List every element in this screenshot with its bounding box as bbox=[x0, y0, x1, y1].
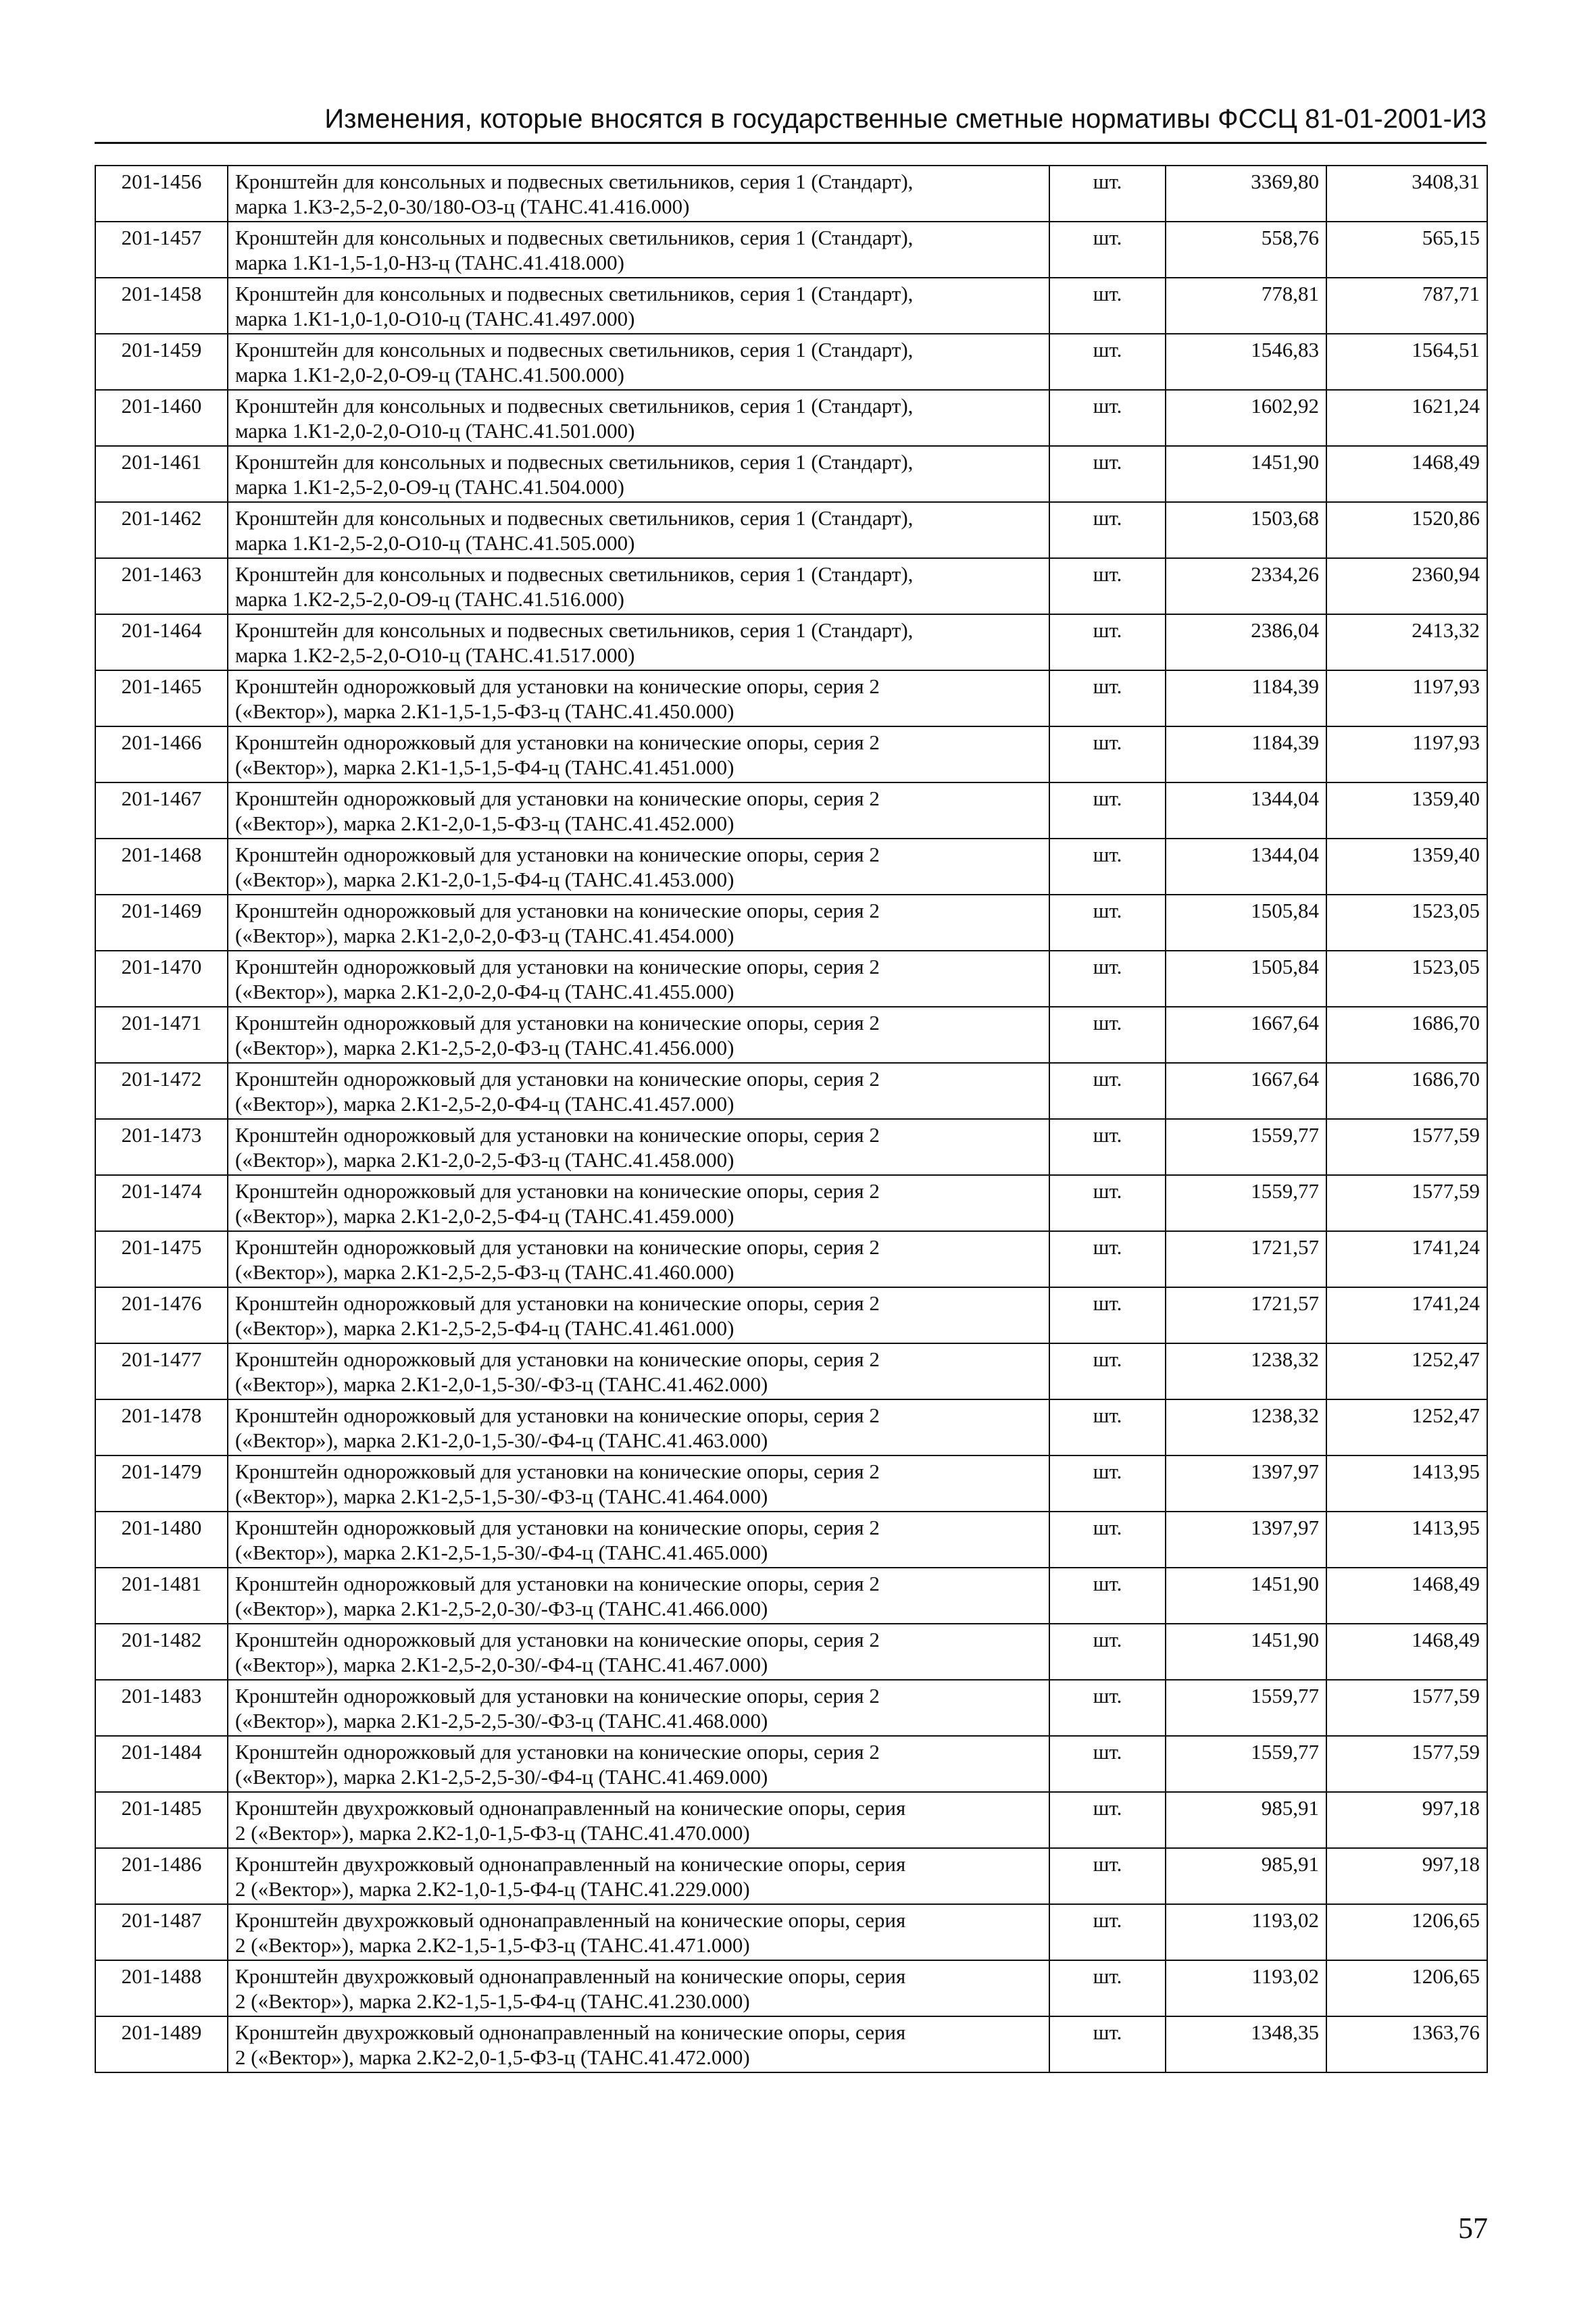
row-description bbox=[228, 1231, 1049, 1287]
row-price-2: 1206,65 bbox=[1326, 1960, 1487, 2016]
table-row bbox=[95, 1512, 1487, 1568]
row-description bbox=[228, 1736, 1049, 1792]
row-unit: шт. bbox=[1049, 1848, 1166, 1904]
row-unit: шт. bbox=[1049, 839, 1166, 895]
table-row bbox=[95, 895, 1487, 951]
table-row bbox=[95, 1568, 1487, 1624]
row-price-1: 1505,84 bbox=[1166, 895, 1326, 951]
description-line-1: Кронштейн двухрожковый однонаправленный на конические опоры, серия bbox=[235, 1964, 906, 1988]
table-row bbox=[95, 222, 1487, 278]
table-row bbox=[95, 726, 1487, 782]
row-description bbox=[228, 951, 1049, 1007]
row-price-2: 1468,49 bbox=[1326, 1624, 1487, 1680]
row-unit: шт. bbox=[1049, 1568, 1166, 1624]
row-unit: шт. bbox=[1049, 222, 1166, 278]
description-line-2: марка 1.К1-1,0-1,0-О10-ц (ТАНС.41.497.000) bbox=[235, 307, 635, 330]
description-line-2: марка 1.К2-2,5-2,0-О9-ц (ТАНС.41.516.000) bbox=[235, 587, 624, 611]
description-line-1: Кронштейн двухрожковый однонаправленный на конические опоры, серия bbox=[235, 1852, 906, 1876]
row-description bbox=[228, 390, 1049, 446]
row-unit: шт. bbox=[1049, 1287, 1166, 1343]
row-description bbox=[228, 1455, 1049, 1512]
description-line-2: марка 1.К1-2,5-2,0-О10-ц (ТАНС.41.505.000) bbox=[235, 531, 635, 555]
table-row bbox=[95, 1399, 1487, 1455]
row-description bbox=[228, 1848, 1049, 1904]
row-price-1: 1397,97 bbox=[1166, 1512, 1326, 1568]
row-description bbox=[228, 614, 1049, 670]
row-price-1: 985,91 bbox=[1166, 1792, 1326, 1848]
row-description bbox=[228, 334, 1049, 390]
row-price-2: 1197,93 bbox=[1326, 670, 1487, 726]
row-price-1: 1559,77 bbox=[1166, 1175, 1326, 1231]
row-unit: шт. bbox=[1049, 558, 1166, 614]
row-price-1: 1546,83 bbox=[1166, 334, 1326, 390]
row-price-1: 1559,77 bbox=[1166, 1119, 1326, 1175]
row-code: 201-1484 bbox=[95, 1736, 228, 1792]
description-line-1: Кронштейн для консольных и подвесных светильников, серия 1 (Стандарт), bbox=[235, 450, 914, 474]
row-price-2: 1197,93 bbox=[1326, 726, 1487, 782]
row-price-1: 2386,04 bbox=[1166, 614, 1326, 670]
row-price-2: 2360,94 bbox=[1326, 558, 1487, 614]
row-code: 201-1460 bbox=[95, 390, 228, 446]
description-line-2: марка 1.К3-2,5-2,0-30/180-О3-ц (ТАНС.41.416.000) bbox=[235, 195, 690, 218]
row-price-1: 1721,57 bbox=[1166, 1287, 1326, 1343]
description-line-2: 2 («Вектор»), марка 2.К2-1,0-1,5-Ф4-ц (ТАНС.41.229.000) bbox=[235, 1877, 750, 1901]
description-line-1: Кронштейн однорожковый для установки на конические опоры, серия 2 bbox=[235, 1011, 880, 1035]
table-row bbox=[95, 278, 1487, 334]
row-description bbox=[228, 1568, 1049, 1624]
description-line-1: Кронштейн однорожковый для установки на конические опоры, серия 2 bbox=[235, 730, 880, 754]
row-price-1: 1238,32 bbox=[1166, 1343, 1326, 1399]
row-unit: шт. bbox=[1049, 502, 1166, 558]
description-line-2: («Вектор»), марка 2.К1-2,0-2,5-Ф3-ц (ТАНС.41.458.000) bbox=[235, 1148, 734, 1172]
description-line-2: («Вектор»), марка 2.К1-2,0-2,0-Ф4-ц (ТАНС.41.455.000) bbox=[235, 980, 734, 1003]
row-price-1: 1451,90 bbox=[1166, 1568, 1326, 1624]
row-unit: шт. bbox=[1049, 1680, 1166, 1736]
description-line-2: («Вектор»), марка 2.К1-2,0-1,5-30/-Ф3-ц (ТАНС.41.462.000) bbox=[235, 1372, 768, 1396]
price-table bbox=[95, 165, 1488, 2073]
row-unit: шт. bbox=[1049, 1904, 1166, 1960]
row-description bbox=[228, 782, 1049, 839]
row-unit: шт. bbox=[1049, 1736, 1166, 1792]
row-code: 201-1482 bbox=[95, 1624, 228, 1680]
row-description bbox=[228, 1512, 1049, 1568]
table-row bbox=[95, 1343, 1487, 1399]
row-code: 201-1470 bbox=[95, 951, 228, 1007]
row-description bbox=[228, 839, 1049, 895]
description-line-1: Кронштейн двухрожковый однонаправленный на конические опоры, серия bbox=[235, 1908, 906, 1932]
description-line-1: Кронштейн однорожковый для установки на конические опоры, серия 2 bbox=[235, 1740, 880, 1764]
description-line-1: Кронштейн однорожковый для установки на конические опоры, серия 2 bbox=[235, 1460, 880, 1483]
table-row bbox=[95, 839, 1487, 895]
row-price-2: 1686,70 bbox=[1326, 1007, 1487, 1063]
row-code: 201-1467 bbox=[95, 782, 228, 839]
row-price-1: 1667,64 bbox=[1166, 1063, 1326, 1119]
description-line-2: («Вектор»), марка 2.К1-2,5-2,0-30/-Ф4-ц (ТАНС.41.467.000) bbox=[235, 1653, 768, 1676]
description-line-2: («Вектор»), марка 2.К1-2,5-2,0-Ф3-ц (ТАНС.41.456.000) bbox=[235, 1036, 734, 1060]
row-unit: шт. bbox=[1049, 390, 1166, 446]
table-row bbox=[95, 1624, 1487, 1680]
description-line-1: Кронштейн для консольных и подвесных светильников, серия 1 (Стандарт), bbox=[235, 282, 914, 305]
description-line-1: Кронштейн однорожковый для установки на конические опоры, серия 2 bbox=[235, 787, 880, 810]
description-line-2: марка 1.К1-2,0-2,0-О10-ц (ТАНС.41.501.000) bbox=[235, 419, 635, 443]
description-line-2: («Вектор»), марка 2.К1-2,5-2,0-Ф4-ц (ТАНС.41.457.000) bbox=[235, 1092, 734, 1116]
description-line-1: Кронштейн для консольных и подвесных светильников, серия 1 (Стандарт), bbox=[235, 562, 914, 586]
row-price-2: 787,71 bbox=[1326, 278, 1487, 334]
row-price-1: 1344,04 bbox=[1166, 839, 1326, 895]
row-price-1: 3369,80 bbox=[1166, 166, 1326, 222]
row-price-1: 1193,02 bbox=[1166, 1904, 1326, 1960]
row-price-1: 1667,64 bbox=[1166, 1007, 1326, 1063]
row-code: 201-1465 bbox=[95, 670, 228, 726]
row-unit: шт. bbox=[1049, 1231, 1166, 1287]
row-price-1: 985,91 bbox=[1166, 1848, 1326, 1904]
row-description bbox=[228, 1624, 1049, 1680]
row-code: 201-1466 bbox=[95, 726, 228, 782]
table-row bbox=[95, 1231, 1487, 1287]
description-line-2: 2 («Вектор»), марка 2.К2-1,5-1,5-Ф3-ц (ТАНС.41.471.000) bbox=[235, 1933, 750, 1957]
description-line-2: 2 («Вектор»), марка 2.К2-2,0-1,5-Ф3-ц (ТАНС.41.472.000) bbox=[235, 2045, 750, 2069]
row-price-2: 2413,32 bbox=[1326, 614, 1487, 670]
row-description bbox=[228, 1007, 1049, 1063]
row-unit: шт. bbox=[1049, 895, 1166, 951]
row-code: 201-1476 bbox=[95, 1287, 228, 1343]
row-price-1: 1193,02 bbox=[1166, 1960, 1326, 2016]
description-line-1: Кронштейн для консольных и подвесных светильников, серия 1 (Стандарт), bbox=[235, 226, 914, 249]
row-description bbox=[228, 278, 1049, 334]
table-row bbox=[95, 1455, 1487, 1512]
table-row bbox=[95, 446, 1487, 502]
row-description bbox=[228, 2016, 1049, 2072]
row-description bbox=[228, 1960, 1049, 2016]
row-price-2: 1523,05 bbox=[1326, 895, 1487, 951]
row-unit: шт. bbox=[1049, 1343, 1166, 1399]
row-price-2: 1686,70 bbox=[1326, 1063, 1487, 1119]
row-code: 201-1459 bbox=[95, 334, 228, 390]
table-row bbox=[95, 502, 1487, 558]
description-line-1: Кронштейн однорожковый для установки на конические опоры, серия 2 bbox=[235, 1403, 880, 1427]
row-description bbox=[228, 1119, 1049, 1175]
table-row bbox=[95, 1175, 1487, 1231]
row-price-2: 3408,31 bbox=[1326, 166, 1487, 222]
table-row bbox=[95, 2016, 1487, 2072]
row-description bbox=[228, 1680, 1049, 1736]
row-unit: шт. bbox=[1049, 614, 1166, 670]
row-code: 201-1462 bbox=[95, 502, 228, 558]
description-line-2: («Вектор»), марка 2.К1-2,5-1,5-30/-Ф4-ц (ТАНС.41.465.000) bbox=[235, 1541, 768, 1564]
row-price-2: 1577,59 bbox=[1326, 1680, 1487, 1736]
description-line-1: Кронштейн однорожковый для установки на конические опоры, серия 2 bbox=[235, 843, 880, 866]
row-description bbox=[228, 726, 1049, 782]
description-line-1: Кронштейн однорожковый для установки на конические опоры, серия 2 bbox=[235, 674, 880, 698]
table-row bbox=[95, 1792, 1487, 1848]
description-line-2: («Вектор»), марка 2.К1-2,0-2,0-Ф3-ц (ТАНС.41.454.000) bbox=[235, 924, 734, 947]
row-price-2: 1413,95 bbox=[1326, 1455, 1487, 1512]
row-price-2: 1363,76 bbox=[1326, 2016, 1487, 2072]
description-line-1: Кронштейн для консольных и подвесных светильников, серия 1 (Стандарт), bbox=[235, 394, 914, 418]
row-price-2: 1252,47 bbox=[1326, 1343, 1487, 1399]
row-code: 201-1485 bbox=[95, 1792, 228, 1848]
description-line-1: Кронштейн однорожковый для установки на конические опоры, серия 2 bbox=[235, 1516, 880, 1539]
table-row bbox=[95, 1287, 1487, 1343]
description-line-2: («Вектор»), марка 2.К1-2,0-2,5-Ф4-ц (ТАНС.41.459.000) bbox=[235, 1204, 734, 1228]
row-price-2: 1468,49 bbox=[1326, 1568, 1487, 1624]
description-line-2: марка 1.К1-2,0-2,0-О9-ц (ТАНС.41.500.000) bbox=[235, 363, 624, 387]
row-price-2: 565,15 bbox=[1326, 222, 1487, 278]
description-line-2: марка 1.К1-1,5-1,0-Н3-ц (ТАНС.41.418.000) bbox=[235, 251, 624, 274]
row-code: 201-1464 bbox=[95, 614, 228, 670]
row-price-1: 1451,90 bbox=[1166, 446, 1326, 502]
table-row bbox=[95, 166, 1487, 222]
row-price-2: 1468,49 bbox=[1326, 446, 1487, 502]
row-code: 201-1474 bbox=[95, 1175, 228, 1231]
description-line-2: («Вектор»), марка 2.К1-2,5-2,5-30/-Ф4-ц (ТАНС.41.469.000) bbox=[235, 1765, 768, 1789]
row-code: 201-1472 bbox=[95, 1063, 228, 1119]
description-line-2: («Вектор»), марка 2.К1-2,5-1,5-30/-Ф3-ц (ТАНС.41.464.000) bbox=[235, 1485, 768, 1508]
table-row bbox=[95, 1119, 1487, 1175]
description-line-1: Кронштейн двухрожковый однонаправленный на конические опоры, серия bbox=[235, 1796, 906, 1820]
row-description bbox=[228, 446, 1049, 502]
row-price-1: 1602,92 bbox=[1166, 390, 1326, 446]
row-code: 201-1475 bbox=[95, 1231, 228, 1287]
table-row bbox=[95, 1063, 1487, 1119]
description-line-1: Кронштейн для консольных и подвесных светильников, серия 1 (Стандарт), bbox=[235, 170, 914, 193]
row-price-2: 1577,59 bbox=[1326, 1175, 1487, 1231]
description-line-1: Кронштейн однорожковый для установки на конические опоры, серия 2 bbox=[235, 1235, 880, 1259]
table-row bbox=[95, 390, 1487, 446]
row-description bbox=[228, 558, 1049, 614]
description-line-1: Кронштейн однорожковый для установки на конические опоры, серия 2 bbox=[235, 899, 880, 922]
row-code: 201-1480 bbox=[95, 1512, 228, 1568]
row-price-2: 1741,24 bbox=[1326, 1287, 1487, 1343]
description-line-1: Кронштейн однорожковый для установки на конические опоры, серия 2 bbox=[235, 1572, 880, 1595]
row-unit: шт. bbox=[1049, 334, 1166, 390]
row-unit: шт. bbox=[1049, 2016, 1166, 2072]
row-price-1: 1238,32 bbox=[1166, 1399, 1326, 1455]
row-price-2: 1741,24 bbox=[1326, 1231, 1487, 1287]
row-unit: шт. bbox=[1049, 1063, 1166, 1119]
row-unit: шт. bbox=[1049, 951, 1166, 1007]
table-row bbox=[95, 614, 1487, 670]
row-code: 201-1478 bbox=[95, 1399, 228, 1455]
row-code: 201-1463 bbox=[95, 558, 228, 614]
description-line-1: Кронштейн однорожковый для установки на конические опоры, серия 2 bbox=[235, 1179, 880, 1203]
row-description bbox=[228, 502, 1049, 558]
description-line-2: («Вектор»), марка 2.К1-1,5-1,5-Ф3-ц (ТАНС.41.450.000) bbox=[235, 699, 734, 723]
row-code: 201-1468 bbox=[95, 839, 228, 895]
row-code: 201-1471 bbox=[95, 1007, 228, 1063]
row-code: 201-1458 bbox=[95, 278, 228, 334]
description-line-1: Кронштейн однорожковый для установки на конические опоры, серия 2 bbox=[235, 955, 880, 978]
table-row bbox=[95, 558, 1487, 614]
row-price-1: 1397,97 bbox=[1166, 1455, 1326, 1512]
row-code: 201-1473 bbox=[95, 1119, 228, 1175]
row-unit: шт. bbox=[1049, 1455, 1166, 1512]
table-row bbox=[95, 1848, 1487, 1904]
row-price-2: 1621,24 bbox=[1326, 390, 1487, 446]
description-line-2: («Вектор»), марка 2.К1-2,5-2,5-Ф4-ц (ТАНС.41.461.000) bbox=[235, 1316, 734, 1340]
description-line-1: Кронштейн однорожковый для установки на конические опоры, серия 2 bbox=[235, 1347, 880, 1371]
description-line-1: Кронштейн однорожковый для установки на конические опоры, серия 2 bbox=[235, 1123, 880, 1147]
row-price-1: 1348,35 bbox=[1166, 2016, 1326, 2072]
row-price-2: 1523,05 bbox=[1326, 951, 1487, 1007]
row-unit: шт. bbox=[1049, 1119, 1166, 1175]
row-price-2: 1252,47 bbox=[1326, 1399, 1487, 1455]
table-row bbox=[95, 1680, 1487, 1736]
row-price-2: 1520,86 bbox=[1326, 502, 1487, 558]
row-unit: шт. bbox=[1049, 166, 1166, 222]
row-description bbox=[228, 670, 1049, 726]
row-unit: шт. bbox=[1049, 1624, 1166, 1680]
row-code: 201-1456 bbox=[95, 166, 228, 222]
row-description bbox=[228, 1343, 1049, 1399]
description-line-2: («Вектор»), марка 2.К1-2,0-1,5-Ф4-ц (ТАНС.41.453.000) bbox=[235, 868, 734, 891]
row-code: 201-1481 bbox=[95, 1568, 228, 1624]
row-description bbox=[228, 1175, 1049, 1231]
row-price-2: 997,18 bbox=[1326, 1792, 1487, 1848]
row-unit: шт. bbox=[1049, 1960, 1166, 2016]
description-line-1: Кронштейн двухрожковый однонаправленный на конические опоры, серия bbox=[235, 2020, 906, 2044]
row-code: 201-1489 bbox=[95, 2016, 228, 2072]
row-description bbox=[228, 166, 1049, 222]
row-price-1: 1503,68 bbox=[1166, 502, 1326, 558]
row-description bbox=[228, 222, 1049, 278]
description-line-1: Кронштейн однорожковый для установки на конические опоры, серия 2 bbox=[235, 1628, 880, 1651]
row-unit: шт. bbox=[1049, 670, 1166, 726]
row-description bbox=[228, 1399, 1049, 1455]
table-row bbox=[95, 1007, 1487, 1063]
row-price-1: 778,81 bbox=[1166, 278, 1326, 334]
table-row bbox=[95, 1904, 1487, 1960]
row-unit: шт. bbox=[1049, 1512, 1166, 1568]
description-line-2: («Вектор»), марка 2.К1-1,5-1,5-Ф4-ц (ТАНС.41.451.000) bbox=[235, 755, 734, 779]
description-line-2: 2 («Вектор»), марка 2.К2-1,5-1,5-Ф4-ц (ТАНС.41.230.000) bbox=[235, 1989, 750, 2013]
row-price-2: 1413,95 bbox=[1326, 1512, 1487, 1568]
row-code: 201-1487 bbox=[95, 1904, 228, 1960]
row-price-1: 1451,90 bbox=[1166, 1624, 1326, 1680]
row-price-1: 1559,77 bbox=[1166, 1680, 1326, 1736]
row-unit: шт. bbox=[1049, 1792, 1166, 1848]
row-price-1: 2334,26 bbox=[1166, 558, 1326, 614]
row-price-2: 1359,40 bbox=[1326, 782, 1487, 839]
description-line-1: Кронштейн однорожковый для установки на конические опоры, серия 2 bbox=[235, 1684, 880, 1708]
row-price-1: 1505,84 bbox=[1166, 951, 1326, 1007]
row-price-2: 997,18 bbox=[1326, 1848, 1487, 1904]
description-line-1: Кронштейн для консольных и подвесных светильников, серия 1 (Стандарт), bbox=[235, 338, 914, 362]
table-row bbox=[95, 782, 1487, 839]
row-code: 201-1469 bbox=[95, 895, 228, 951]
row-unit: шт. bbox=[1049, 1175, 1166, 1231]
table-row bbox=[95, 1960, 1487, 2016]
description-line-2: («Вектор»), марка 2.К1-2,0-1,5-Ф3-ц (ТАНС.41.452.000) bbox=[235, 812, 734, 835]
description-line-1: Кронштейн для консольных и подвесных светильников, серия 1 (Стандарт), bbox=[235, 618, 914, 642]
row-description bbox=[228, 895, 1049, 951]
row-code: 201-1488 bbox=[95, 1960, 228, 2016]
row-unit: шт. bbox=[1049, 1007, 1166, 1063]
row-price-2: 1577,59 bbox=[1326, 1119, 1487, 1175]
description-line-2: марка 1.К2-2,5-2,0-О10-ц (ТАНС.41.517.000) bbox=[235, 643, 635, 667]
row-unit: шт. bbox=[1049, 1399, 1166, 1455]
row-code: 201-1479 bbox=[95, 1455, 228, 1512]
row-code: 201-1461 bbox=[95, 446, 228, 502]
description-line-2: марка 1.К1-2,5-2,0-О9-ц (ТАНС.41.504.000) bbox=[235, 475, 624, 499]
row-price-2: 1564,51 bbox=[1326, 334, 1487, 390]
row-unit: шт. bbox=[1049, 726, 1166, 782]
row-price-2: 1577,59 bbox=[1326, 1736, 1487, 1792]
row-price-1: 1721,57 bbox=[1166, 1231, 1326, 1287]
row-description bbox=[228, 1287, 1049, 1343]
description-line-2: («Вектор»), марка 2.К1-2,5-2,0-30/-Ф3-ц (ТАНС.41.466.000) bbox=[235, 1597, 768, 1620]
page-header bbox=[95, 101, 1487, 144]
table-row bbox=[95, 334, 1487, 390]
table-row bbox=[95, 951, 1487, 1007]
table-row bbox=[95, 670, 1487, 726]
row-code: 201-1477 bbox=[95, 1343, 228, 1399]
page-number: 57 bbox=[1458, 2212, 1488, 2245]
description-line-1: Кронштейн для консольных и подвесных светильников, серия 1 (Стандарт), bbox=[235, 506, 914, 530]
row-code: 201-1457 bbox=[95, 222, 228, 278]
row-unit: шт. bbox=[1049, 782, 1166, 839]
description-line-2: («Вектор»), марка 2.К1-2,0-1,5-30/-Ф4-ц (ТАНС.41.463.000) bbox=[235, 1428, 768, 1452]
description-line-1: Кронштейн однорожковый для установки на конические опоры, серия 2 bbox=[235, 1067, 880, 1091]
row-description bbox=[228, 1904, 1049, 1960]
row-unit: шт. bbox=[1049, 278, 1166, 334]
row-price-1: 1559,77 bbox=[1166, 1736, 1326, 1792]
row-price-2: 1359,40 bbox=[1326, 839, 1487, 895]
row-price-1: 1344,04 bbox=[1166, 782, 1326, 839]
description-line-2: («Вектор»), марка 2.К1-2,5-2,5-30/-Ф3-ц (ТАНС.41.468.000) bbox=[235, 1709, 768, 1733]
header-title: Изменения, которые вносятся в государственные сметные нормативы ФССЦ 81-01-2001-И3 bbox=[324, 104, 1487, 134]
row-code: 201-1486 bbox=[95, 1848, 228, 1904]
table-row bbox=[95, 1736, 1487, 1792]
row-description bbox=[228, 1063, 1049, 1119]
price-table-body bbox=[95, 166, 1487, 2072]
row-price-1: 1184,39 bbox=[1166, 670, 1326, 726]
description-line-1: Кронштейн однорожковый для установки на конические опоры, серия 2 bbox=[235, 1291, 880, 1315]
description-line-2: («Вектор»), марка 2.К1-2,5-2,5-Ф3-ц (ТАНС.41.460.000) bbox=[235, 1260, 734, 1284]
row-price-2: 1206,65 bbox=[1326, 1904, 1487, 1960]
description-line-2: 2 («Вектор»), марка 2.К2-1,0-1,5-Ф3-ц (ТАНС.41.470.000) bbox=[235, 1821, 750, 1845]
row-price-1: 1184,39 bbox=[1166, 726, 1326, 782]
row-code: 201-1483 bbox=[95, 1680, 228, 1736]
row-description bbox=[228, 1792, 1049, 1848]
row-price-1: 558,76 bbox=[1166, 222, 1326, 278]
row-unit: шт. bbox=[1049, 446, 1166, 502]
